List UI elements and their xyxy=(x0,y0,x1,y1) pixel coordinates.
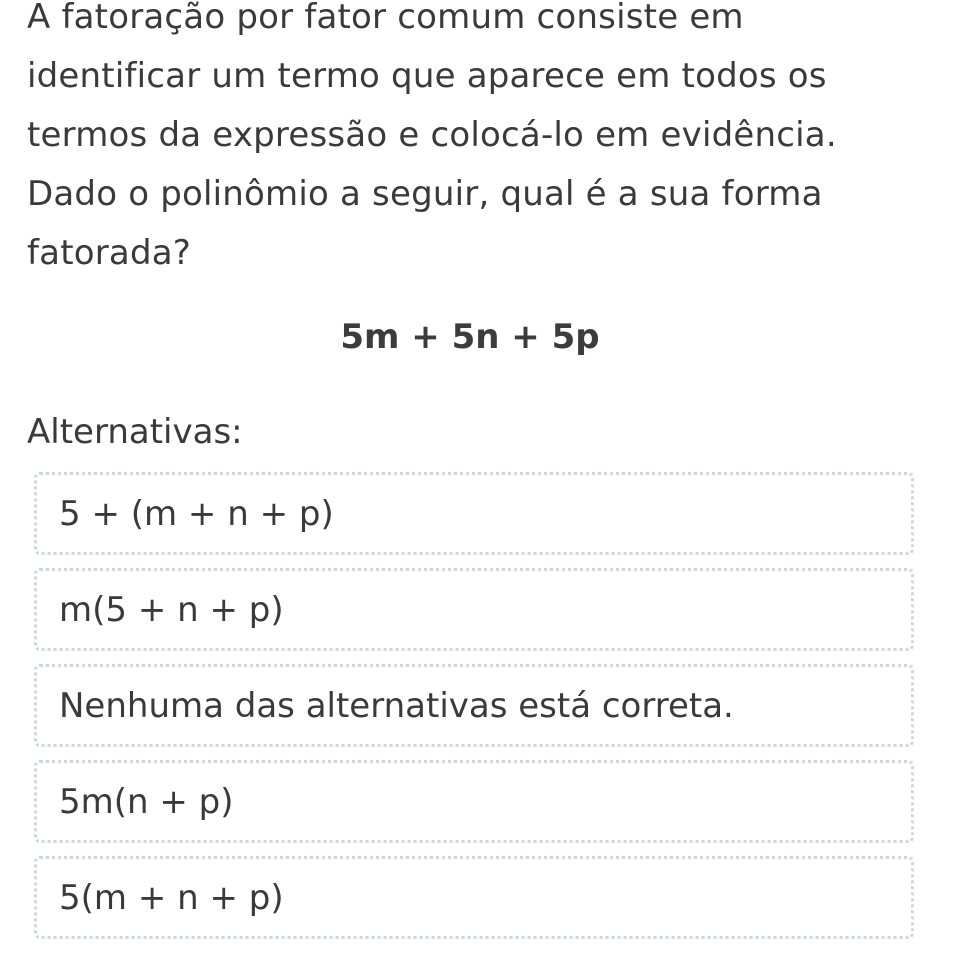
alternative-option[interactable]: 5(m + n + p) xyxy=(34,856,914,939)
question-text: A fatoração por fator comum consiste em identificar um termo que aparece em todos os termos da expressão e colocá-lo em evidência. Dado o polinômio a seguir, qual é a sua forma fatorada? xyxy=(27,0,837,273)
alternative-option[interactable]: m(5 + n + p) xyxy=(34,568,914,651)
alternative-option[interactable]: Nenhuma das alternativas está correta. xyxy=(34,664,914,747)
alternatives-list xyxy=(34,472,914,952)
alternative-option[interactable]: 5m(n + p) xyxy=(34,760,914,843)
alternative-option[interactable]: 5 + (m + n + p) xyxy=(34,472,914,555)
alternatives-label: Alternativas: xyxy=(27,412,243,452)
polynomial-formula: 5m + 5n + 5p xyxy=(340,317,600,357)
